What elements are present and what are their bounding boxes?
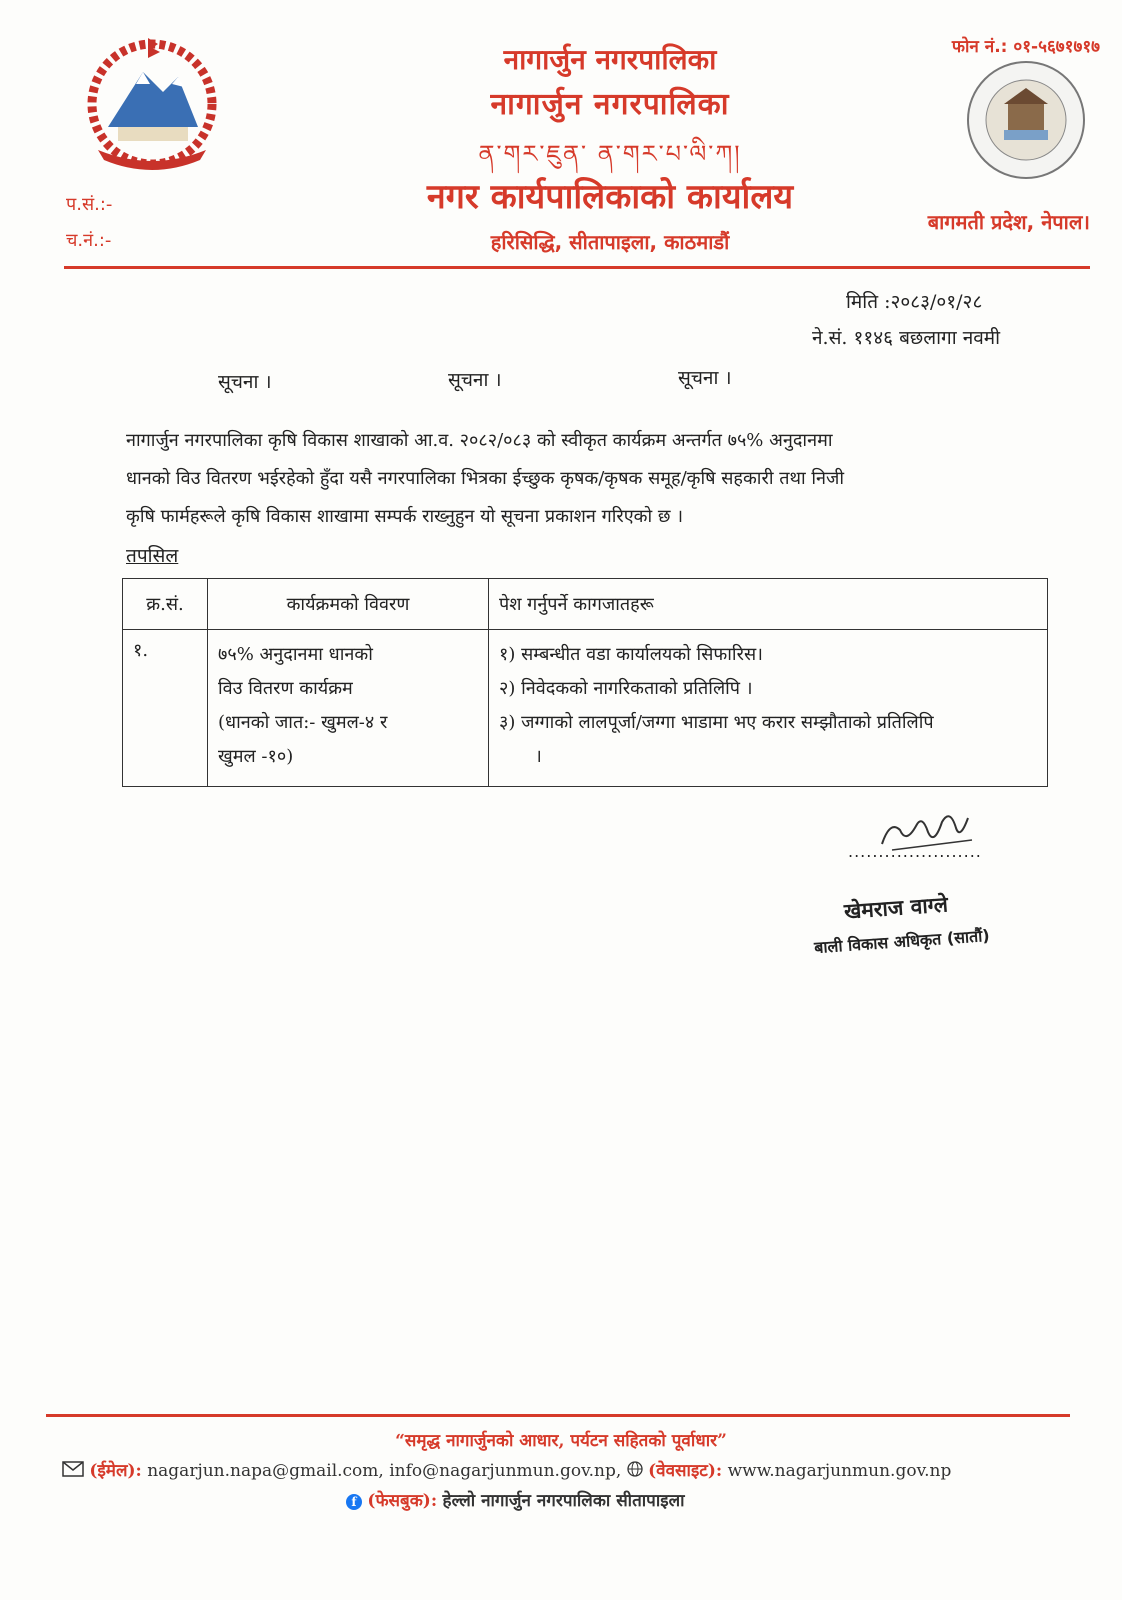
nepal-emblem xyxy=(68,32,236,172)
row-sn: १. xyxy=(123,630,208,787)
email-addresses[interactable]: nagarjun.napa@gmail.com, info@nagarjunmun.gov.np, xyxy=(147,1461,622,1481)
dispatch-number: च.नं.:- xyxy=(66,230,112,251)
table-row xyxy=(123,630,1048,787)
notice-title-3: सूचना । xyxy=(678,367,732,389)
footer-facebook-line xyxy=(346,1488,685,1511)
mail-icon xyxy=(62,1461,84,1482)
signature-line: ...................... xyxy=(848,842,982,861)
program-desc-line: विउ वितरण कार्यक्रम xyxy=(218,678,353,699)
program-desc-line: खुमल -१०) xyxy=(218,746,294,767)
facebook-label: (फेसबुक): xyxy=(367,1491,438,1511)
notice-body-line-2: धानको विउ वितरण भईरहेको हुँदा यसै नगरपालिका भित्रका ईच्छुक कृषक/कृषक समूह/कृषि सहकारी तथा निजी xyxy=(126,468,845,489)
document-item: १) सम्बन्धीत वडा कार्यालयको सिफारिस। xyxy=(499,644,763,665)
details-table xyxy=(122,578,1048,787)
program-desc-line: ७५% अनुदानमा धानको xyxy=(218,644,373,665)
org-name-tibetan: ན་གར་ཇུན་ ན་གར་པ་ལི་ཀ། xyxy=(478,140,742,168)
org-name-nepali: नागार्जुन नगरपालिका xyxy=(503,43,717,76)
date-line: मिति :२०८३/०१/२८ xyxy=(846,291,983,313)
table-header-row xyxy=(123,579,1048,630)
header-divider xyxy=(64,266,1090,269)
footer-slogan: “समृद्ध नागार्जुनको आधार, पर्यटन सहितको पूर्वाधार” xyxy=(395,1431,727,1451)
signatory-name: खेमराज वाग्ले xyxy=(843,892,949,924)
program-desc-line: (धानको जात:- खुमल-४ र xyxy=(218,712,388,733)
row-required-documents xyxy=(489,630,1048,787)
footer-divider xyxy=(46,1414,1070,1417)
document-item: ३) जग्गाको लालपूर्जा/जग्गा भाडामा भए करार सम्झौताको प्रतिलिपि xyxy=(499,712,934,733)
notice-body-line-3: कृषि फार्महरूले कृषि विकास शाखामा सम्पर्क राख्नुहुन यो सूचना प्रकाशन गरिएको छ । xyxy=(126,506,684,527)
website-url[interactable]: www.nagarjunmun.gov.np xyxy=(727,1461,952,1481)
office-address: हरिसिद्धि, सीतापाइला, काठमाडौं xyxy=(490,230,730,254)
document-item: २) निवेदकको नागरिकताको प्रतिलिपि । xyxy=(499,678,753,699)
reference-number: प.सं.:- xyxy=(66,194,113,215)
notice-title-1: सूचना । xyxy=(218,371,272,393)
nepal-sambat-date: ने.सं. ११४६ बछलागा नवमी xyxy=(812,327,1001,349)
row-program-description xyxy=(208,630,489,787)
col-header-sn: क्र.सं. xyxy=(123,579,208,630)
facebook-icon: f xyxy=(346,1494,362,1510)
notice-body-line-1: नागार्जुन नगरपालिका कृषि विकास शाखाको आ.व. २०८२/०८३ को स्वीकृत कार्यक्रम अन्तर्गत ७५% अनुदानमा xyxy=(126,430,833,451)
office-name: नगर कार्यपालिकाको कार्यालय xyxy=(426,177,794,217)
notice-title-2: सूचना । xyxy=(448,369,502,391)
document-item: । xyxy=(535,746,542,767)
facebook-page[interactable]: हेल्लो नागार्जुन नगरपालिका सीतापाइला xyxy=(442,1491,685,1511)
details-label: तपसिल xyxy=(126,545,179,567)
signatory-title: बाली विकास अधिकृत (सातौं) xyxy=(813,925,991,958)
org-name-newari: नागार्जुन नगरपालिका xyxy=(490,87,730,122)
col-header-program: कार्यक्रमको विवरण xyxy=(208,579,489,630)
website-label: (वेवसाइट): xyxy=(648,1461,723,1481)
globe-icon xyxy=(627,1461,643,1482)
footer-contact-line xyxy=(62,1458,951,1482)
municipality-seal xyxy=(964,58,1088,182)
phone-number: फोन नं.: ०१-५६७१७१७ xyxy=(951,37,1100,57)
province-name: बागमती प्रदेश, नेपाल। xyxy=(927,210,1090,234)
col-header-documents: पेश गर्नुपर्ने कागजातहरू xyxy=(489,579,1048,630)
email-label: (ईमेल): xyxy=(89,1461,142,1481)
